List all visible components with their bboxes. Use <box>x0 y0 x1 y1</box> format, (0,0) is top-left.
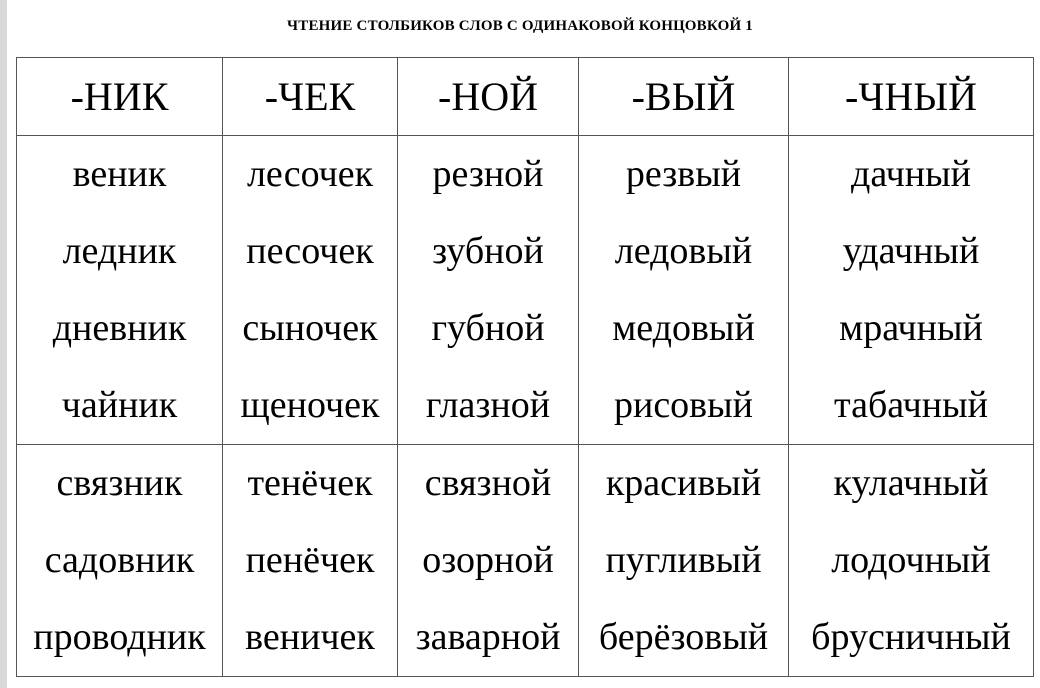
word: кулачный <box>833 462 989 504</box>
word: брусничный <box>811 616 1011 658</box>
word: связной <box>424 462 552 504</box>
word: связник <box>56 462 183 504</box>
word-cell-chnyy-2 <box>789 445 1034 677</box>
word: ледовый <box>614 230 753 272</box>
word: табачный <box>834 384 988 426</box>
word: пенёчек <box>245 539 375 581</box>
header-cell-nik: -НИК <box>17 58 223 136</box>
word: дачный <box>851 153 971 195</box>
word: удачный <box>842 230 980 272</box>
header-cell-chek: -ЧЕК <box>223 58 398 136</box>
word: заварной <box>415 616 561 658</box>
word-cell-noy-1 <box>398 136 579 445</box>
word: веник <box>72 153 167 195</box>
word: рисовый <box>613 384 753 426</box>
header-cell-noy: -НОЙ <box>398 58 579 136</box>
word: дневник <box>52 307 187 349</box>
page-left-edge <box>0 0 7 688</box>
word-cell-vyy-2 <box>579 445 789 677</box>
word: медовый <box>612 307 755 349</box>
word-cell-chek-2 <box>223 445 398 677</box>
header-cell-vyy: -ВЫЙ <box>579 58 789 136</box>
word: глазной <box>425 384 551 426</box>
word-cell-chnyy-1 <box>789 136 1034 445</box>
table-row-group-1 <box>17 136 1034 445</box>
word: проводник <box>33 616 206 658</box>
word: песочек <box>246 230 374 272</box>
table-header-row <box>17 58 1034 136</box>
word: лесочек <box>246 153 374 195</box>
word: зубной <box>432 230 544 272</box>
table-row-group-2 <box>17 445 1034 677</box>
word-columns-table <box>16 57 1034 677</box>
word: ледник <box>62 230 177 272</box>
word: садовник <box>44 539 195 581</box>
word: веничек <box>245 616 375 658</box>
header-cell-chnyy: -ЧНЫЙ <box>789 58 1034 136</box>
word: резвый <box>625 153 742 195</box>
word: сыночек <box>242 307 378 349</box>
word: мрачный <box>839 307 983 349</box>
word: тенёчек <box>247 462 373 504</box>
word-cell-noy-2 <box>398 445 579 677</box>
word: чайник <box>61 384 178 426</box>
word-cell-chek-1 <box>223 136 398 445</box>
word: пугливый <box>605 539 762 581</box>
word-cell-nik-2 <box>17 445 223 677</box>
word-cell-vyy-1 <box>579 136 789 445</box>
word: красивый <box>605 462 762 504</box>
page-title: ЧТЕНИЕ СТОЛБИКОВ СЛОВ С ОДИНАКОВОЙ КОНЦОВКОЙ 1 <box>287 18 753 34</box>
word-cell-nik-1 <box>17 136 223 445</box>
word: щеночек <box>240 384 380 426</box>
word: озорной <box>422 539 554 581</box>
word: резной <box>432 153 544 195</box>
word: губной <box>431 307 545 349</box>
word: лодочный <box>831 539 991 581</box>
word: берёзовый <box>598 616 769 658</box>
